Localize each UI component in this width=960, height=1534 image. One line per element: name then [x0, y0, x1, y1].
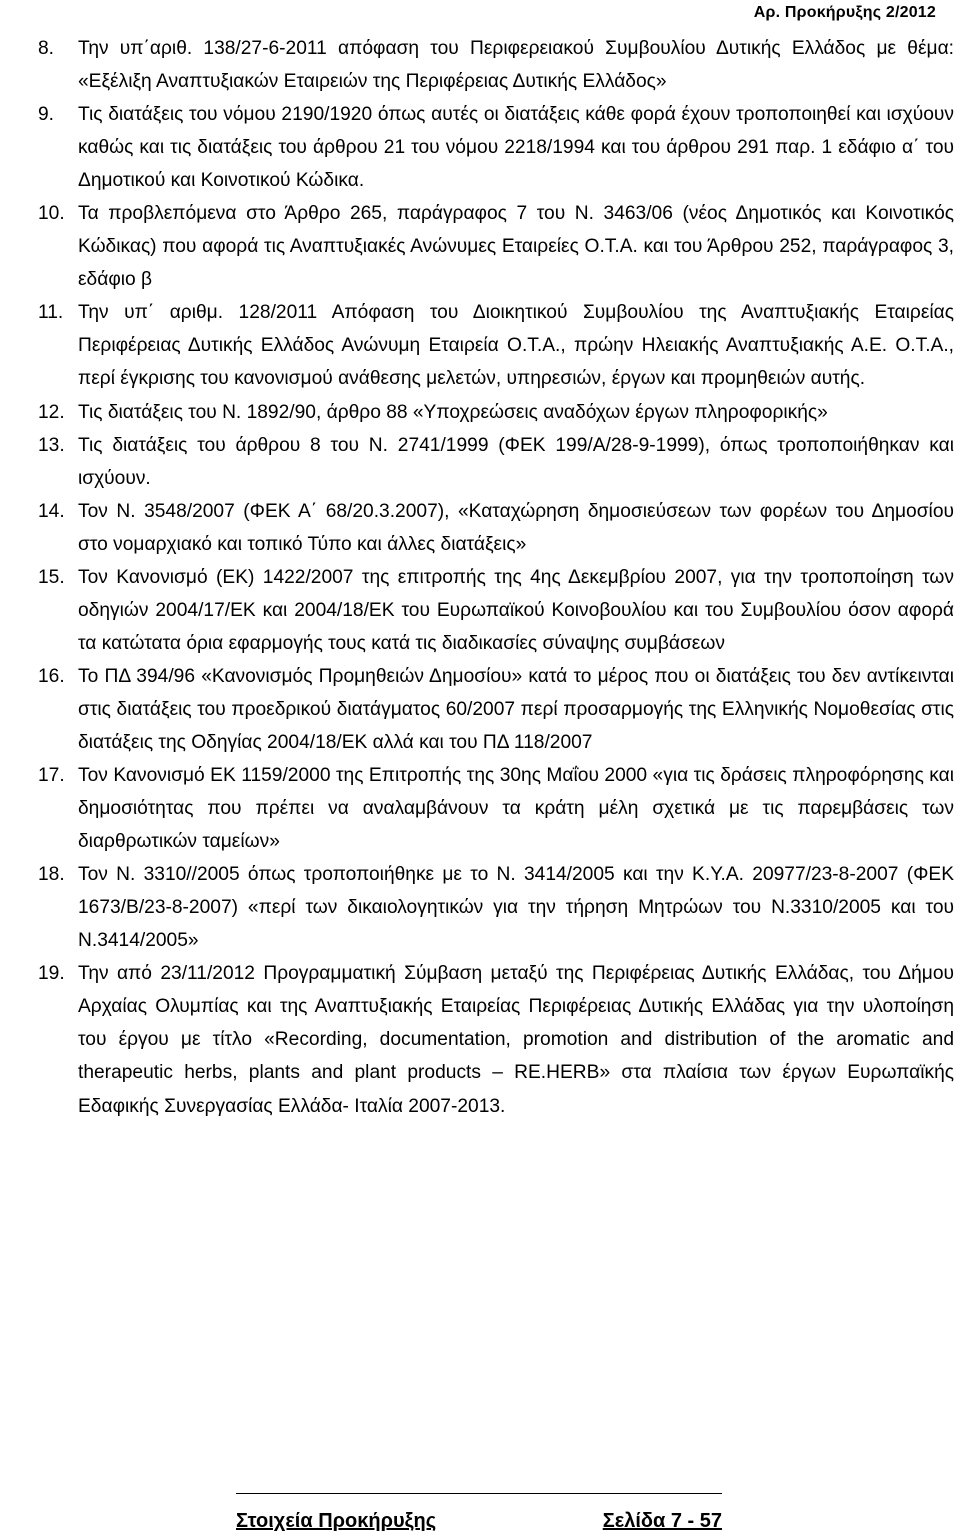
list-item	[38, 429, 954, 495]
list-item	[38, 858, 954, 957]
list-item-text: Την υπ΄αριθ. 138/27-6-2011 απόφαση του Περιφερειακού Συμβουλίου Δυτικής Ελλάδος με θέμα: «Εξέλιξη Αναπτυξιακών Εταιρειών της Περιφέρειας Δυτικής Ελλάδος»	[78, 38, 954, 93]
document-reference: Αρ. Προκήρυξης 2/2012	[753, 4, 936, 21]
list-item-number: 19.	[38, 963, 65, 985]
list-item	[38, 197, 954, 296]
list-item-text: Τα προβλεπόμενα στο Άρθρο 265, παράγραφος 7 του Ν. 3463/06 (νέος Δημοτικός και Κοινοτικός Κώδικας) που αφορά τις Αναπτυξιακές Ανώνυμες Εταιρείες Ο.Τ.Α. και του Άρθρου 252, παράγραφος 3, εδάφιο β	[78, 203, 954, 291]
list-item-text: Τον Κανονισμό (ΕΚ) 1422/2007 της επιτροπής της 4ης Δεκεμβρίου 2007, για την τροποποίηση των οδηγιών 2004/17/ΕΚ και 2004/18/ΕΚ του Ευρωπαϊκού Κοινοβουλίου και του Συμβουλίου όσον αφορά τα κατώτατα όρια εφαρμογής τους κατά τις διαδικασίες σύναψης συμβάσεων	[78, 566, 954, 654]
list-item-text: Το ΠΔ 394/96 «Κανονισμός Προμηθειών Δημοσίου» κατά το μέρος που οι διατάξεις του δεν αντίκεινται στις διατάξεις του προεδρικού διατάγματος 60/2007 περί προσαρμογής της Ελληνικής Νομοθεσίας στις διατάξεις της Οδηγίας 2004/18/ΕΚ αλλά και του ΠΔ 118/2007	[78, 665, 954, 753]
list-item	[38, 98, 954, 197]
list-item	[38, 396, 954, 429]
list-item-text: Τον Ν. 3310//2005 όπως τροποποιήθηκε με το Ν. 3414/2005 και την Κ.Υ.Α. 20977/23-8-2007 (ΦΕΚ 1673/Β/23-8-2007) «περί των δικαιολογητικών για την τήρηση Μητρώων του Ν.3310/2005 και του Ν.3414/2005»	[78, 864, 954, 952]
list-item-text: Τον Κανονισμό ΕΚ 1159/2000 της Επιτροπής της 30ης Μαΐου 2000 «για τις δράσεις πληροφόρησης και δημοσιότητας που πρέπει να αναλαμβάνουν τα κράτη μέλη σχετικά με τις παρεμβάσεις των διαρθρωτικών ταμείων»	[78, 765, 954, 853]
list-item-number: 13.	[38, 434, 65, 456]
list-item-number: 15.	[38, 566, 65, 588]
legal-basis-list	[38, 32, 954, 1123]
list-item-number: 9.	[38, 104, 55, 126]
list-item-number: 16.	[38, 665, 65, 687]
list-item-text: Τον Ν. 3548/2007 (ΦΕΚ Α΄ 68/20.3.2007), «Καταχώρηση δημοσιεύσεων των φορέων του Δημοσίου στο νομαρχιακό και τοπικό Τύπο και άλλες διατάξεις»	[78, 500, 954, 555]
list-item	[38, 495, 954, 561]
list-item-text: Τις διατάξεις του άρθρου 8 του Ν. 2741/1999 (ΦΕΚ 199/Α/28-9-1999), όπως τροποποιήθηκαν και ισχύουν.	[78, 434, 954, 489]
list-item	[38, 296, 954, 395]
list-item-number: 12.	[38, 401, 65, 423]
list-item	[38, 759, 954, 858]
list-item-text: Την υπ΄ αριθμ. 128/2011 Απόφαση του Διοικητικού Συμβουλίου της Αναπτυξιακής Εταιρείας Περιφέρειας Δυτικής Ελλάδος Ανώνυμη Εταιρεία Ο.Τ.Α., πρώην Ηλειακής Αναπτυξιακής Α.Ε. Ο.Τ.Α., περί έγκρισης του κανονισμού ανάθεσης μελετών, υπηρεσιών, έργων και προμηθειών αυτής.	[78, 302, 954, 390]
list-item-text: Τις διατάξεις του Ν. 1892/90, άρθρο 88 «Υποχρεώσεις αναδόχων έργων πληροφορικής»	[78, 401, 828, 423]
list-item-text: Την από 23/11/2012 Προγραμματική Σύμβαση μεταξύ της Περιφέρειας Δυτικής Ελλάδας, του Δήμου Αρχαίας Ολυμπίας και της Αναπτυξιακής Εταιρείας Περιφέρειας Δυτικής Ελλάδας για την υλοποίηση του έργου με τίτλο «Recording, documentation, promotion and distribution of the aromatic and therapeutic herbs, plants and plant products – RE.HERB» στα πλαίσια των έργων Ευρωπαϊκής Εδαφικής Συνεργασίας Ελλάδα- Ιταλία 2007-2013.	[78, 963, 954, 1117]
footer-document-section: Στοιχεία Προκήρυξης	[236, 1510, 437, 1532]
list-item	[38, 32, 954, 98]
list-item	[38, 561, 954, 660]
list-item-number: 17.	[38, 765, 65, 787]
list-item-number: 8.	[38, 38, 55, 59]
footer-page-number: Σελίδα 7 - 57	[602, 1510, 722, 1532]
list-item	[38, 957, 954, 1122]
list-item-number: 10.	[38, 203, 65, 225]
list-item-text: Τις διατάξεις του νόμου 2190/1920 όπως αυτές οι διατάξεις κάθε φορά έχουν τροποποιηθεί και ισχύουν καθώς και τις διατάξεις του άρθρου 21 του νόμου 2218/1994 και του άρθρου 291 παρ. 1 εδάφιο α΄ του Δημοτικού και Κοινοτικού Κώδικα.	[78, 104, 954, 192]
list-item-number: 14.	[38, 500, 65, 522]
list-item	[38, 660, 954, 759]
list-item-number: 11.	[38, 302, 64, 324]
list-item-number: 18.	[38, 864, 65, 886]
page-footer	[236, 1493, 722, 1534]
